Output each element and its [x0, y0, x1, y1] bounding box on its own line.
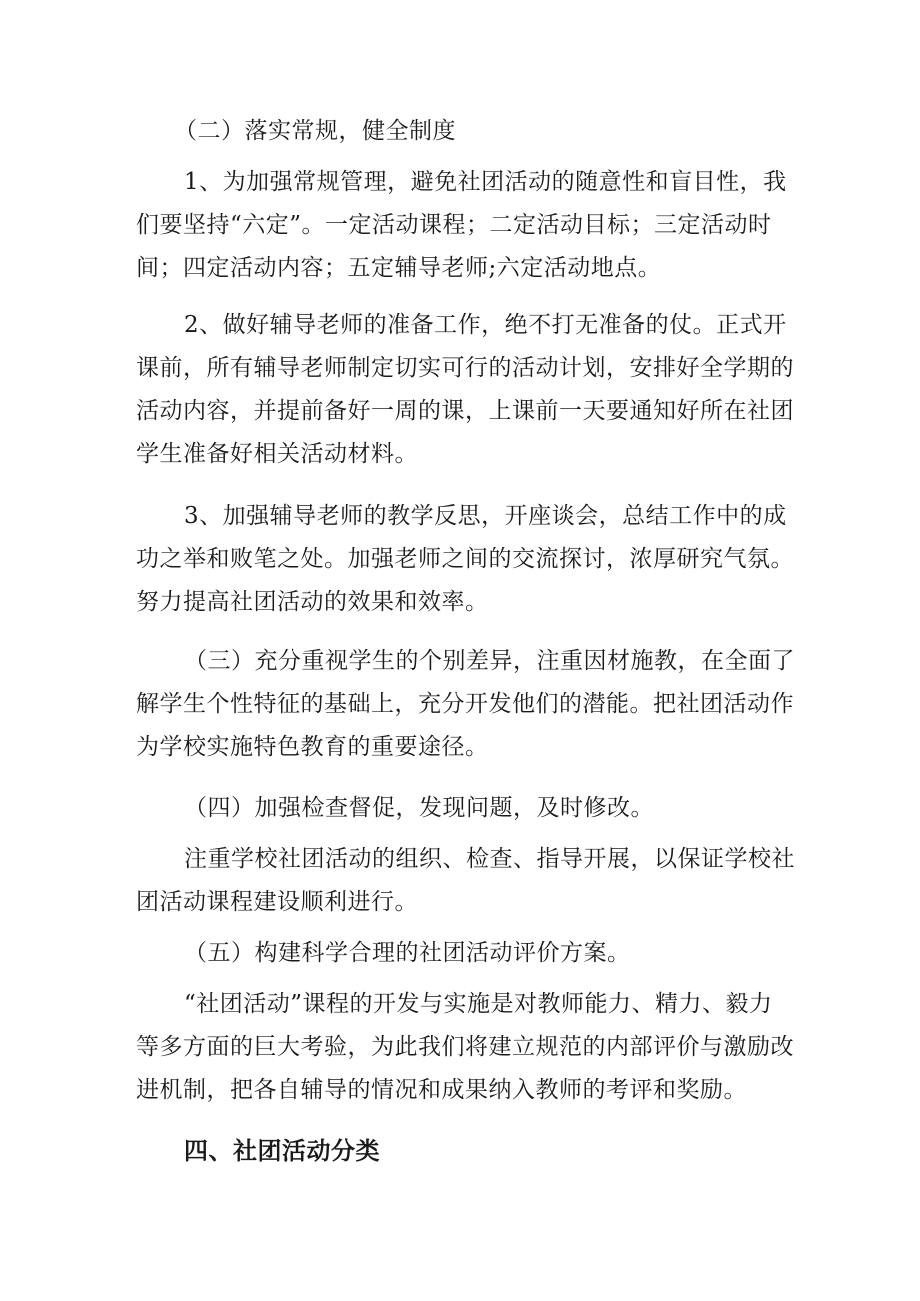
- subheading-evaluation-plan: （五）构建科学合理的社团活动评价方案。: [184, 940, 631, 966]
- paragraph-tutor-preparation: 2、做好辅导老师的准备工作，绝不打无准备的仗。正式开课前，所有辅导老师制定切实可行的活动计划，安排好全学期的活动内容，并提前备好一周的课，上课前一天要通知好所在社团学生准备好相关活动材料。: [136, 312, 794, 467]
- paragraph-organization: 注重学校社团活动的组织、检查、指导开展，以保证学校社团活动课程建设顺利进行。: [136, 846, 795, 915]
- paragraph-six-fixed: 1、为加强常规管理，避免社团活动的随意性和盲目性，我们要坚持“六定”。一定活动课程；二定活动目标；三定活动时间；四定活动内容；五定辅导老师;六定活动地点。: [136, 169, 787, 281]
- paragraph-evaluation-mechanism: “社团活动”课程的开发与实施是对教师能力、精力、毅力等多方面的巨大考验，为此我们将建立规范的内部评价与激励改进机制，把各自辅导的情况和成果纳入教师的考评和奖励。: [136, 991, 794, 1103]
- paragraph-teaching-reflection: 3、加强辅导老师的教学反思，开座谈会，总结工作中的成功之举和败笔之处。加强老师之间的交流探讨，浓厚研究气氛。努力提高社团活动的效果和效率。: [136, 503, 794, 615]
- subheading-implement-routines: （二）落实常规，健全制度: [174, 118, 456, 144]
- paragraph-individual-differences: （三）充分重视学生的个别差异，注重因材施教，在全面了解学生个性特征的基础上，充分开发他们的潜能。把社团活动作为学校实施特色教育的重要途径。: [136, 648, 795, 760]
- section-heading: 四、社团活动分类: [184, 1137, 380, 1165]
- subheading-inspection: （四）加强检查督促，发现问题，及时修改。: [184, 795, 654, 821]
